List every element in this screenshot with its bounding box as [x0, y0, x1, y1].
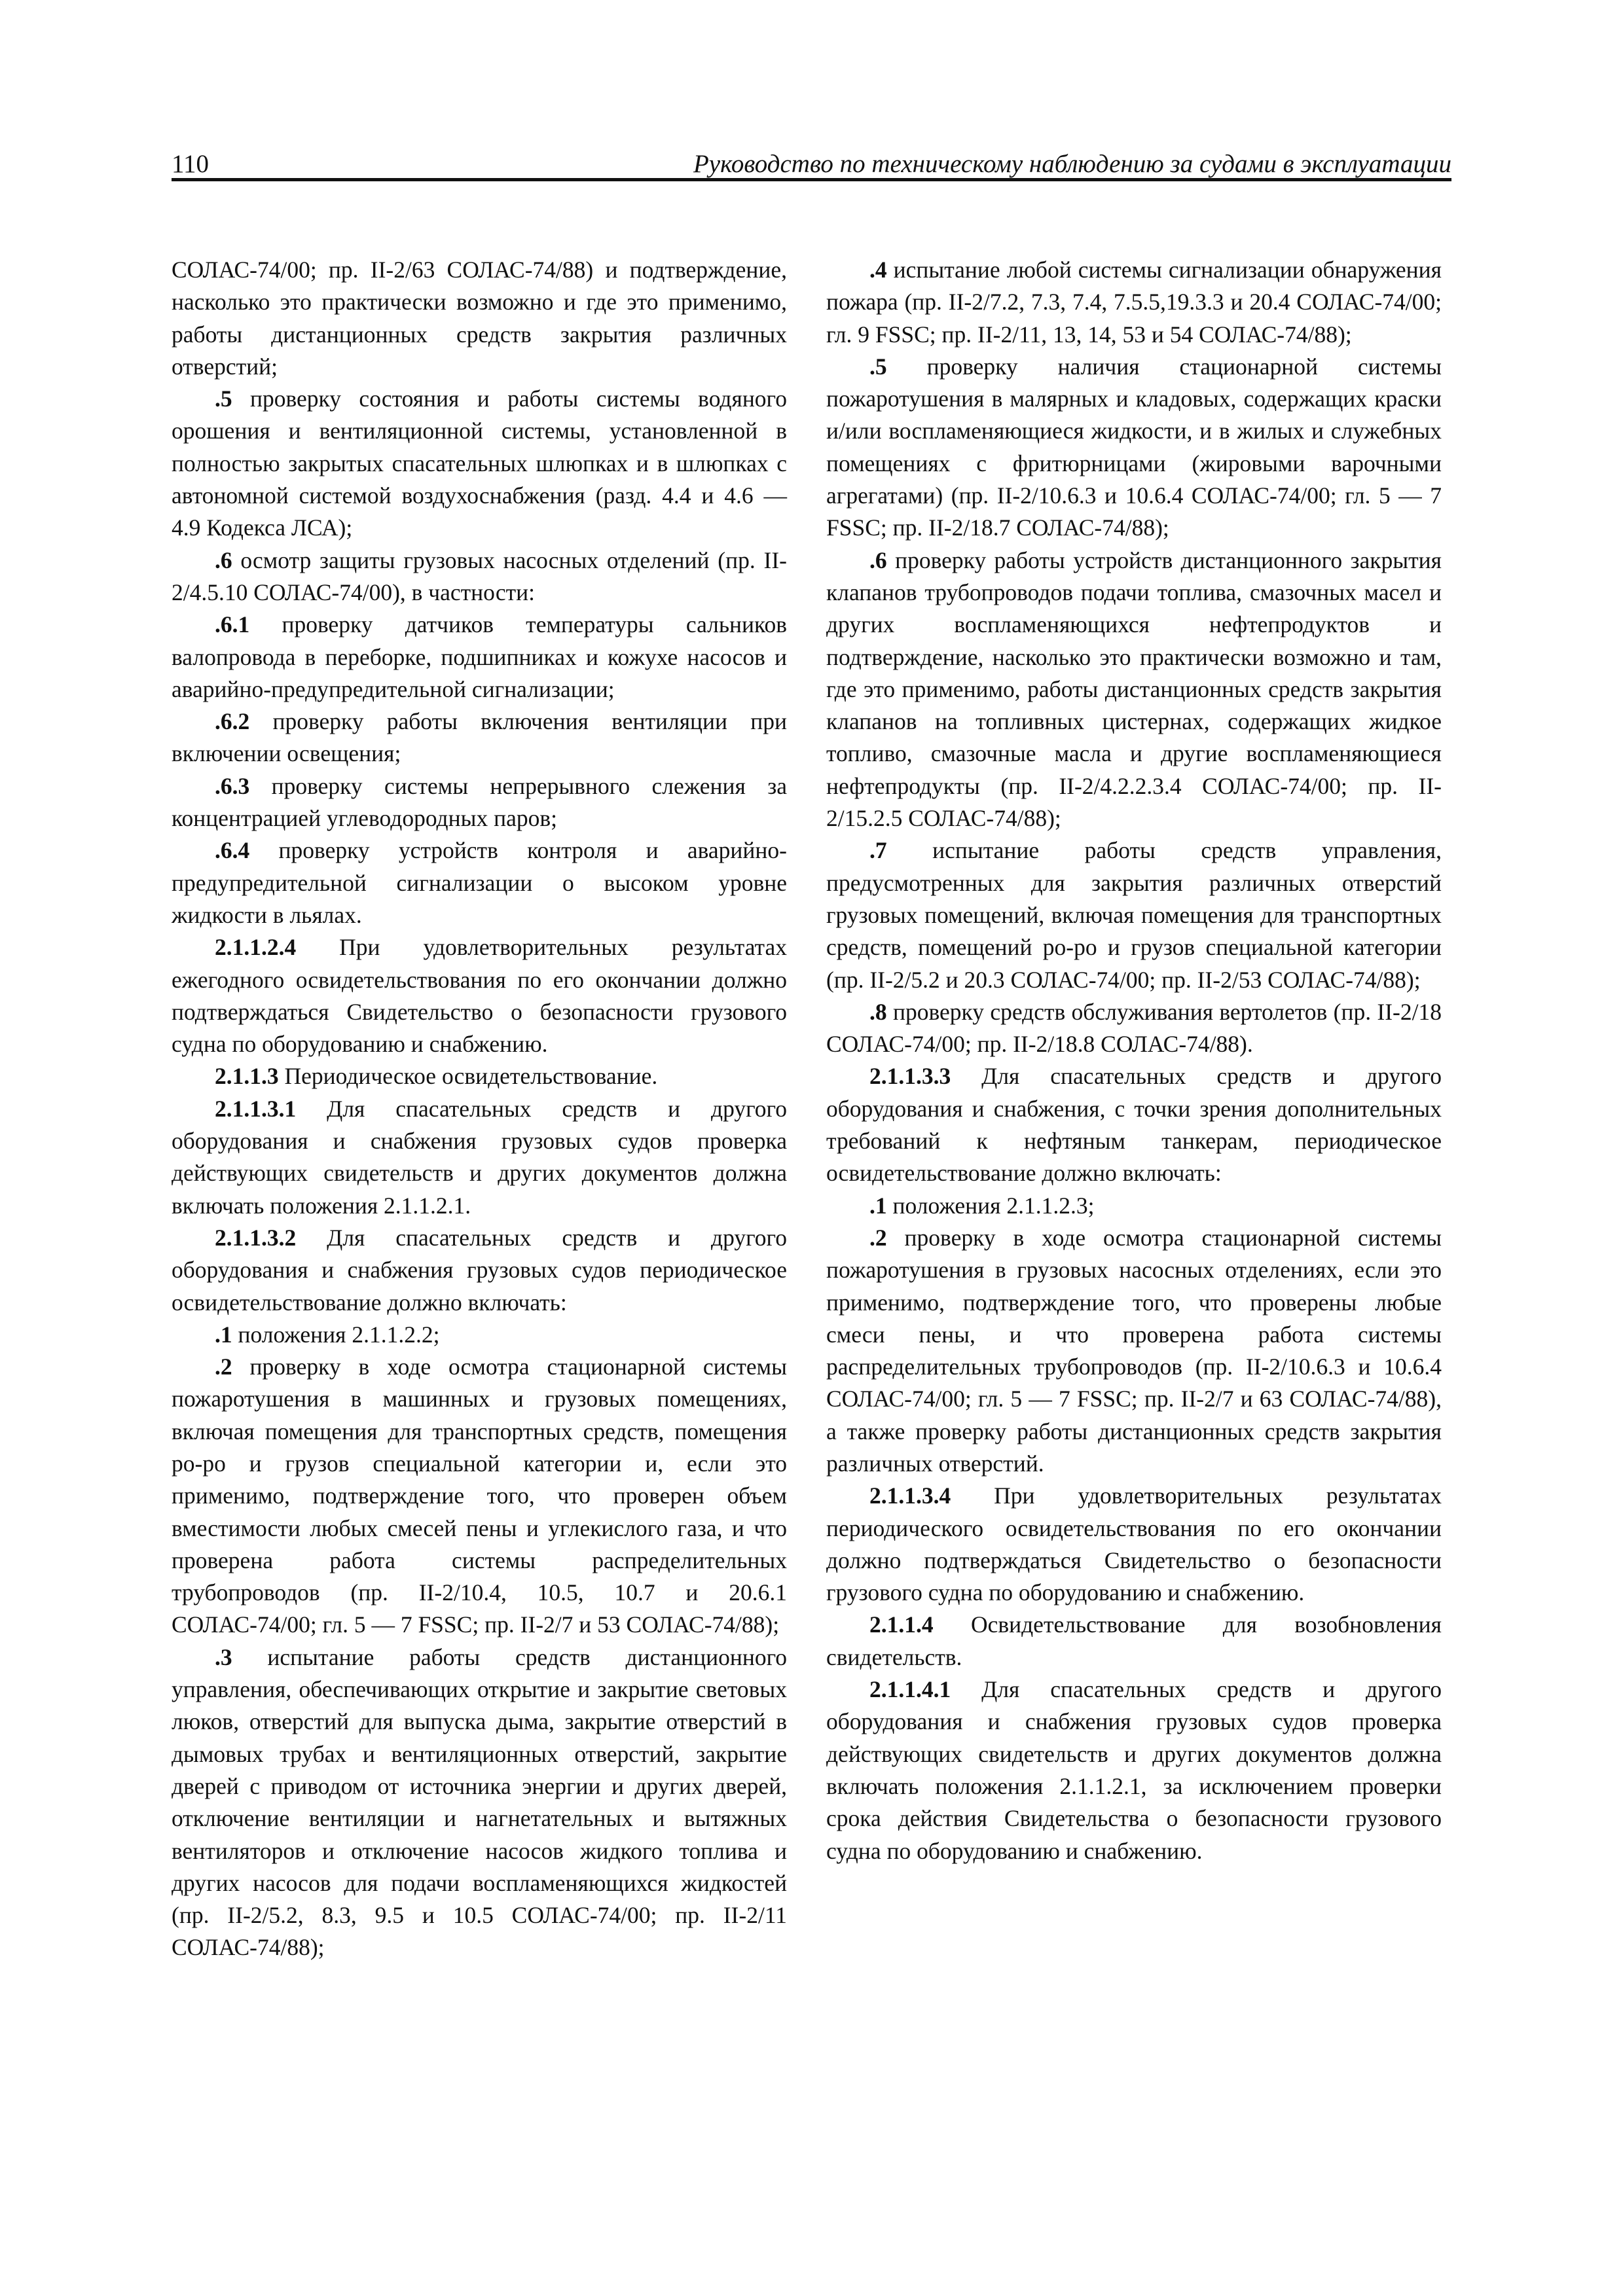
paragraph-text: проверку датчиков температуры сальников валопровода в переборке, подшипниках и кожухе насосов и аварийно-предупредительной сигнализации; [172, 611, 787, 702]
paragraph-text: Освидетельствование для возобновления свидетельств. [826, 1611, 1442, 1670]
paragraph-text: испытание работы средств управления, предусмотренных для закрытия различных отверстий грузовых помещений, включая помещения для транспортных средств, помещений ро-ро и грузов специальной категории (пр. II-2/5.2 и 20.3 СОЛАС-74/00; пр. II-2/53 СОЛАС-74/88); [826, 837, 1442, 993]
paragraph-text: При удовлетворительных результатах периодического освидетельствования по его окончании должно подтверждаться Свидетельство о безопасности грузового судна по оборудованию и снабжению. [826, 1482, 1442, 1606]
paragraph-number: 2.1.1.3.1 [215, 1095, 297, 1122]
paragraph [826, 351, 1442, 545]
paragraph [172, 254, 787, 383]
paragraph [172, 1319, 787, 1351]
paragraph-number: 2.1.1.4.1 [869, 1676, 951, 1703]
paragraph [826, 996, 1442, 1061]
paragraph-number: 2.1.1.3.4 [869, 1482, 951, 1509]
paragraph-number: .1 [215, 1321, 232, 1348]
paragraph [826, 834, 1442, 996]
paragraph-text: Для спасательных средств и другого оборудования и снабжения грузовых судов проверка действующих свидетельств и других документов должна включать положения 2.1.1.2.1. [172, 1095, 787, 1219]
paragraph-number: .6 [215, 547, 232, 573]
paragraph [826, 1480, 1442, 1609]
right-column [826, 254, 1442, 1867]
paragraph-number: .2 [869, 1224, 887, 1251]
paragraph [172, 1351, 787, 1641]
paragraph-number: .7 [869, 837, 887, 864]
paragraph [172, 931, 787, 1060]
paragraph-text: положения 2.1.1.2.3; [886, 1192, 1095, 1219]
paragraph-number: .1 [869, 1192, 887, 1219]
paragraph-text: проверку в ходе осмотра стационарной системы пожаротушения в машинных и грузовых помещениях, включая помещения для транспортных средств, помещения ро-ро и грузов специальной категории и, если это применимо, подтверждение того, что проверен объем вместимости любых смесей пены и углекислого газа, и что проверена работа системы распределительных трубопроводов (пр. II-2/10.4, 10.5, 10.7 и 20.6.1 СОЛАС-74/00; гл. 5 — 7 FSSC; пр. II-2/7 и 53 СОЛАС-74/88); [172, 1354, 787, 1638]
paragraph-number: .6.4 [215, 837, 250, 864]
paragraph-text: проверку системы непрерывного слежения за концентрацией углеводородных паров; [172, 772, 787, 832]
paragraph [172, 1222, 787, 1319]
paragraph-text: Для спасательных средств и другого оборудования и снабжения грузовых судов проверка действующих свидетельств и других документов должна включать положения 2.1.1.2.1, за исключением проверки срока действия Свидетельства о безопасности грузового судна по оборудованию и снабжению. [826, 1676, 1442, 1864]
paragraph [172, 1641, 787, 1964]
paragraph-number: .6 [869, 547, 887, 573]
paragraph-number: .4 [869, 257, 887, 283]
paragraph-text: проверку средств обслуживания вертолетов (пр. II-2/18 СОЛАС-74/00; пр. II-2/18.8 СОЛАС-74/88). [826, 998, 1442, 1058]
paragraph-number: 2.1.1.3.2 [215, 1224, 297, 1251]
paragraph [826, 1060, 1442, 1189]
page-header [172, 149, 1451, 182]
paragraph-text: Для спасательных средств и другого оборудования и снабжения, с точки зрения дополнительных требований к нефтяным танкерам, периодическое освидетельствование должно включать: [826, 1063, 1442, 1187]
paragraph-text: осмотр защиты грузовых насосных отделений (пр. II-2/4.5.10 СОЛАС-74/00), в частности: [172, 547, 787, 605]
paragraph-number: .6.1 [215, 611, 250, 638]
paragraph [826, 1609, 1442, 1674]
paragraph-text: проверку устройств контроля и аварийно-предупредительной сигнализации о высоком уровне жидкости в льялах. [172, 837, 787, 928]
paragraph [826, 545, 1442, 835]
paragraph [172, 609, 787, 706]
paragraph-text: проверку работы устройств дистанционного закрытия клапанов трубопроводов подачи топлива, смазочных масел и других воспламеняющихся нефтепродуктов и подтверждение, насколько это практически возможно и там, где это применимо, работы дистанционных средств закрытия клапанов на топливных цистернах, содержащих жидкое топливо, смазочные масла и другие воспламеняющиеся нефтепродукты (пр. II-2/4.2.2.3.4 СОЛАС-74/00; пр. II-2/15.2.5 СОЛАС-74/88); [826, 547, 1442, 832]
paragraph-text: проверку состояния и работы системы водяного орошения и вентиляционной системы, установленной в полностью закрытых спасательных шлюпках и в шлюпках с автономной системой воздухоснабжения (разд. 4.4 и 4.6 — 4.9 Кодекса ЛСА); [172, 386, 787, 541]
paragraph-text: испытание работы средств дистанционного управления, обеспечивающих открытие и закрытие световых люков, отверстий для выпуска дыма, закрытие отверстий в дымовых трубах и вентиляционных отверстий, закрытие дверей с приводом от источника энергии и других дверей, отключение вентиляции и нагнетательных и вытяжных вентиляторов и отключение насосов жидкого топлива и других насосов для подачи воспламеняющихся жидкостей (пр. II-2/5.2, 8.3, 9.5 и 10.5 СОЛАС-74/00; пр. II-2/11 СОЛАС-74/88); [172, 1643, 787, 1961]
paragraph-text: Для спасательных средств и другого оборудования и снабжения грузовых судов периодическое освидетельствование должно включать: [172, 1224, 787, 1316]
paragraph-number: 2.1.1.3.3 [869, 1063, 951, 1090]
paragraph-number: .6.3 [215, 772, 250, 799]
paragraph-text: проверку в ходе осмотра стационарной системы пожаротушения в грузовых насосных отделениях, если это применимо, подтверждение того, что проверены любые смеси пены, и что проверена работа системы распределительных трубопроводов (пр. II-2/10.6.3 и 10.6.4 СОЛАС-74/00; гл. 5 — 7 FSSC; пр. II-2/7 и 63 СОЛАС-74/88), а также проверку работы дистанционных средств закрытия различных отверстий. [826, 1224, 1442, 1477]
paragraph-number: .5 [869, 353, 887, 380]
paragraph-number: .5 [215, 386, 232, 412]
paragraph-number: .8 [869, 998, 887, 1025]
paragraph-text: проверку наличия стационарной системы пожаротушения в малярных и кладовых, содержащих краски и/или воспламеняющиеся жидкости, и в жилых и служебных помещениях с фритюрницами (жировыми варочными агрегатами) (пр. II-2/10.6.3 и 10.6.4 СОЛАС-74/00; гл. 5 — 7 FSSC; пр. II-2/18.7 СОЛАС-74/88); [826, 353, 1442, 541]
paragraph [826, 254, 1442, 351]
paragraph-text: испытание любой системы сигнализации обнаружения пожара (пр. II-2/7.2, 7.3, 7.4, 7.5.5,19.3.3 и 20.4 СОЛАС-74/00; гл. 9 FSSC; пр. II-2/11, 13, 14, 53 и 54 СОЛАС-74/88); [826, 257, 1442, 348]
paragraph-number: .6.2 [215, 708, 250, 735]
paragraph [172, 770, 787, 835]
paragraph-number: 2.1.1.3 [215, 1063, 279, 1090]
paragraph [172, 1093, 787, 1222]
paragraph-text: положения 2.1.1.2.2; [232, 1321, 440, 1348]
paragraph [172, 383, 787, 544]
paragraph-text: При удовлетворительных результатах ежегодного освидетельствования по его окончании должно подтверждаться Свидетельство о безопасности грузового судна по оборудованию и снабжению. [172, 934, 787, 1058]
paragraph-text: Периодическое освидетельствование. [278, 1063, 658, 1090]
paragraph-text: проверку работы включения вентиляции при включении освещения; [172, 708, 787, 767]
running-title: Руководство по техническому наблюдению за судами в эксплуатации [693, 150, 1451, 178]
page-number: 110 [172, 150, 210, 178]
paragraph [172, 545, 787, 609]
paragraph-number: 2.1.1.2.4 [215, 934, 297, 961]
left-column [172, 254, 787, 1964]
paragraph [172, 706, 787, 770]
paragraph-number: .2 [215, 1354, 232, 1380]
header-rule [172, 178, 1451, 181]
paragraph [826, 1674, 1442, 1867]
paragraph [826, 1190, 1442, 1222]
paragraph [172, 1060, 787, 1092]
paragraph-number: 2.1.1.4 [869, 1611, 934, 1638]
paragraph [172, 834, 787, 931]
paragraph-text: СОЛАС-74/00; пр. II-2/63 СОЛАС-74/88) и подтверждение, насколько это практически возможно и где это применимо, работы дистанционных средств закрытия различных отверстий; [172, 257, 787, 380]
paragraph [826, 1222, 1442, 1480]
paragraph-number: .3 [215, 1643, 232, 1670]
